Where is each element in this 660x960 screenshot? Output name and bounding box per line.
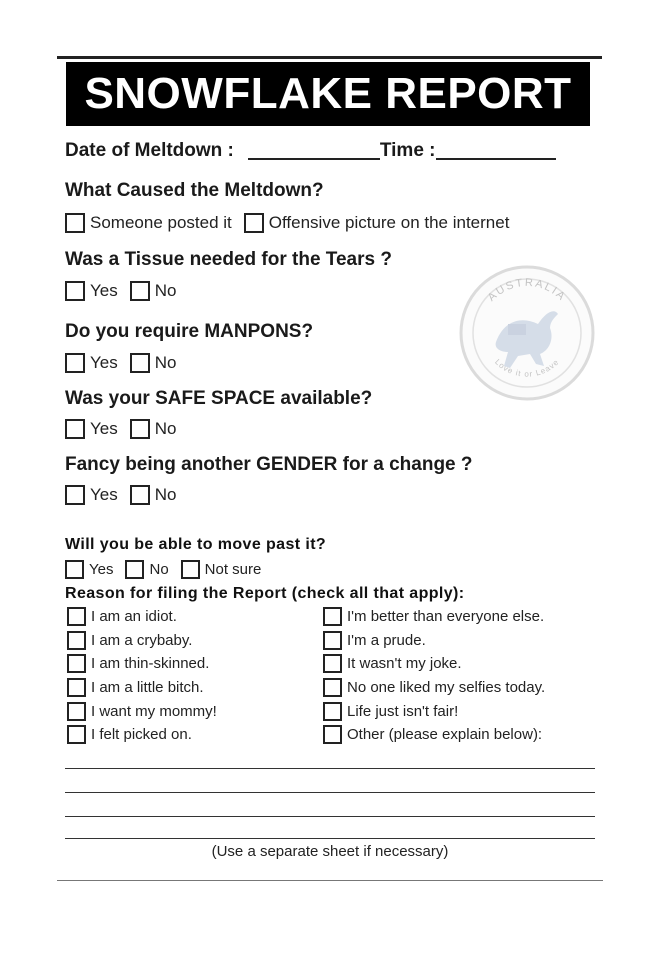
footer-note: (Use a separate sheet if necessary) (211, 843, 449, 860)
option-not-sure[interactable]: Not sure (181, 560, 262, 579)
checkbox[interactable] (323, 702, 342, 721)
checkbox[interactable] (130, 485, 150, 505)
question-move-past (65, 536, 326, 554)
date-label: Date of Meltdown : (65, 140, 234, 161)
checkbox[interactable] (67, 702, 86, 721)
reason-item[interactable]: I am an idiot. (67, 607, 177, 626)
checkbox[interactable] (67, 607, 86, 626)
checkbox[interactable] (65, 485, 85, 505)
checkbox[interactable] (244, 213, 264, 233)
australia-watermark-icon (458, 264, 596, 402)
reason-item[interactable]: I want my mommy! (67, 702, 217, 721)
watermark-bottom-text: Love it or Leave (493, 357, 561, 379)
checkbox[interactable] (65, 281, 85, 301)
question-text: What Caused the Meltdown? (65, 180, 324, 201)
question-manpons (65, 321, 313, 343)
question-text: Do you require MANPONS? (65, 321, 314, 342)
reason-item[interactable]: No one liked my selfies today. (323, 678, 545, 697)
explanation-line[interactable] (65, 792, 595, 793)
checkbox[interactable] (323, 725, 342, 744)
option-yes[interactable]: Yes (65, 419, 118, 439)
question-text: Fancy being another GENDER for a change ? (65, 454, 473, 475)
checkbox[interactable] (67, 678, 86, 697)
watermark-top-text: AUSTRALIA (485, 276, 569, 304)
option-no[interactable]: No (130, 281, 177, 301)
checkbox[interactable] (65, 353, 85, 373)
reason-item[interactable]: I'm a prude. (323, 631, 426, 650)
reason-item[interactable]: It wasn't my joke. (323, 654, 462, 673)
checkbox[interactable] (65, 213, 85, 233)
date-field[interactable] (248, 158, 380, 160)
time-field[interactable] (436, 158, 556, 160)
explanation-line[interactable] (65, 838, 595, 839)
checkbox[interactable] (67, 631, 86, 650)
option-no[interactable]: No (130, 485, 177, 505)
option-no[interactable]: No (130, 353, 177, 373)
reason-item[interactable]: I'm better than everyone else. (323, 607, 544, 626)
checkbox[interactable] (323, 654, 342, 673)
options-meltdown-cause (65, 213, 521, 233)
option-no[interactable]: No (130, 419, 177, 439)
question-tissue (65, 249, 392, 271)
option-yes[interactable]: Yes (65, 353, 118, 373)
checkbox[interactable] (125, 560, 144, 579)
question-meltdown-cause (65, 180, 324, 202)
options-move-past (65, 560, 273, 579)
date-time-row (65, 140, 556, 162)
question-text: Was your SAFE SPACE available? (65, 388, 373, 409)
explanation-line[interactable] (65, 816, 595, 817)
checkbox[interactable] (323, 678, 342, 697)
bottom-rule (57, 880, 603, 881)
reason-item[interactable]: Life just isn't fair! (323, 702, 458, 721)
checkbox[interactable] (130, 353, 150, 373)
reason-item[interactable]: Other (please explain below): (323, 725, 542, 744)
options-safe-space (65, 419, 188, 439)
option-yes[interactable]: Yes (65, 485, 118, 505)
report-title-text: SNOWFLAKE REPORT (84, 69, 572, 118)
option-yes[interactable]: Yes (65, 281, 118, 301)
reason-item[interactable]: I am thin-skinned. (67, 654, 209, 673)
top-rule (57, 56, 602, 59)
reason-item[interactable]: I am a little bitch. (67, 678, 204, 697)
reasons-heading: Reason for filing the Report (check all that apply): (65, 585, 465, 602)
checkbox[interactable] (130, 419, 150, 439)
time-label: Time : (379, 140, 436, 161)
question-text: Will you be able to move past it? (65, 536, 327, 553)
question-gender (65, 454, 473, 476)
option-yes[interactable]: Yes (65, 560, 113, 579)
option-offensive-picture[interactable]: Offensive picture on the internet (244, 213, 510, 233)
question-text: Was a Tissue needed for the Tears ? (65, 249, 392, 270)
checkbox[interactable] (67, 654, 86, 673)
checkbox[interactable] (65, 560, 84, 579)
options-gender (65, 485, 188, 505)
option-no[interactable]: No (125, 560, 168, 579)
checkbox[interactable] (181, 560, 200, 579)
reason-item[interactable]: I felt picked on. (67, 725, 192, 744)
checkbox[interactable] (65, 419, 85, 439)
checkbox[interactable] (323, 631, 342, 650)
checkbox[interactable] (67, 725, 86, 744)
options-manpons (65, 353, 188, 373)
options-tissue (65, 281, 188, 301)
question-safe-space (65, 388, 372, 410)
explanation-line[interactable] (65, 768, 595, 769)
reason-item[interactable]: I am a crybaby. (67, 631, 192, 650)
checkbox[interactable] (323, 607, 342, 626)
checkbox[interactable] (130, 281, 150, 301)
option-someone-posted[interactable]: Someone posted it (65, 213, 232, 233)
report-title (66, 62, 590, 126)
